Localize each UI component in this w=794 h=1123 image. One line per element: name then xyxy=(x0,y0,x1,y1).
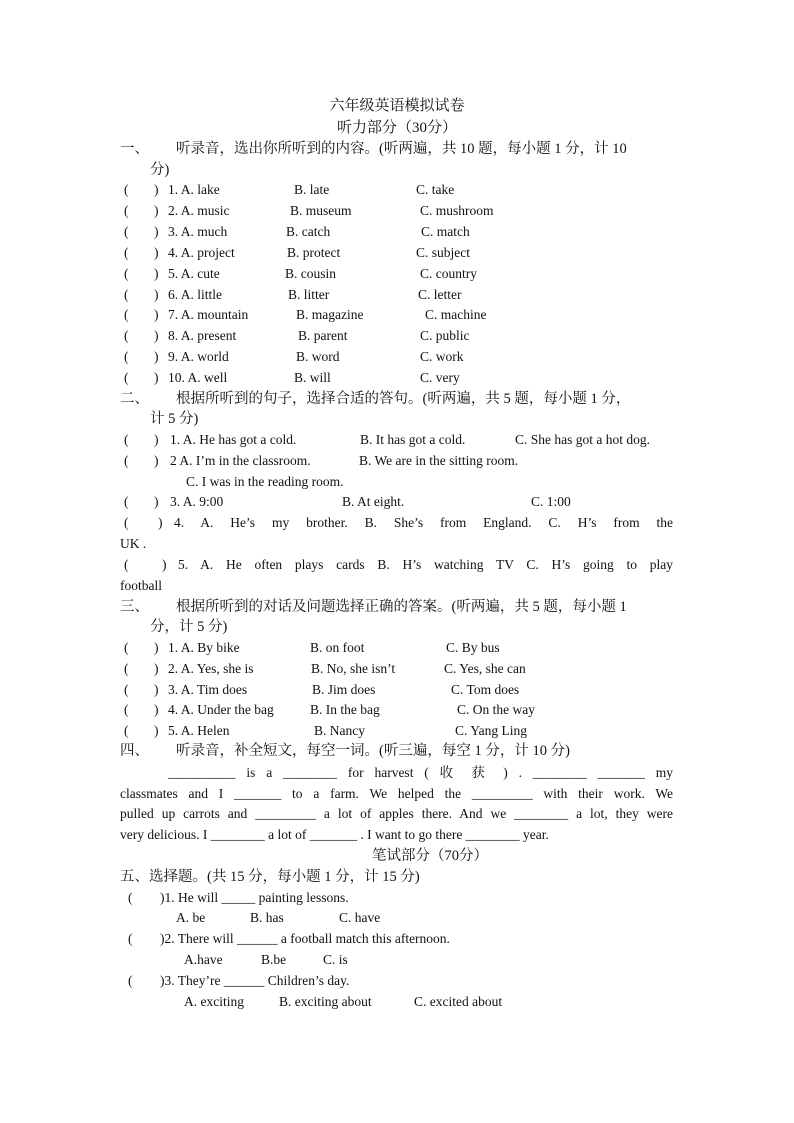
s2-q3-option-c: C. 1:00 xyxy=(531,494,571,509)
answer-paren-close: ) xyxy=(154,265,159,281)
answer-paren-close: ) xyxy=(154,370,159,386)
s2-q2-option-b: B. We are in the sitting room. xyxy=(359,453,519,468)
s1-q9-option-b: B. word xyxy=(296,349,340,365)
s1-q6-option-c: C. letter xyxy=(418,286,462,302)
section3-number: 三、 xyxy=(120,599,149,615)
s1-q10-option-a: 10. A. well xyxy=(168,370,228,386)
cloze-line-2: classmates and I _______ to a farm. We helped the _________ with their work. We xyxy=(120,786,673,801)
answer-paren-close: ) xyxy=(158,515,163,530)
s1-q8-option-c: C. public xyxy=(420,328,470,344)
answer-paren-close: ) xyxy=(154,494,159,509)
answer-paren-open: ( xyxy=(128,890,133,905)
answer-paren-close: ) xyxy=(154,681,159,697)
s3-q4-option-c: C. On the way xyxy=(457,702,535,718)
s5-q2-option-c: C. is xyxy=(323,952,348,967)
s1-q1-option-a: 1. A. lake xyxy=(168,182,220,197)
cloze-line-4: very delicious. I ________ a lot of _______ . I want to go there ________ year. xyxy=(120,827,549,842)
answer-paren-close: ) xyxy=(154,223,159,239)
s1-q10-option-c: C. very xyxy=(420,370,460,386)
s3-q5-option-b: B. Nancy xyxy=(314,723,365,739)
answer-paren-open: ( xyxy=(124,182,129,197)
answer-paren-open: ( xyxy=(124,265,129,281)
s1-q8-option-a: 8. A. present xyxy=(168,328,237,344)
s5-q1-stem: )1. He will _____ painting lessons. xyxy=(160,890,349,905)
s1-q5-option-b: B. cousin xyxy=(285,265,337,281)
s1-q2-option-a: 2. A. music xyxy=(168,202,230,218)
s2-q3-option-b: B. At eight. xyxy=(342,494,405,509)
s5-q3-stem: )3. They’re ______ Children’s day. xyxy=(160,973,350,988)
s1-q6-option-a: 6. A. little xyxy=(168,286,222,302)
s2-q5-options: 5. A. He often plays cards B. H’s watching TV C. H’s going to play xyxy=(178,557,673,572)
s1-q4-option-a: 4. A. project xyxy=(168,244,235,260)
s3-q5-option-a: 5. A. Helen xyxy=(168,723,230,739)
s3-q3-option-b: B. Jim does xyxy=(312,681,376,697)
s1-q9-option-c: C. work xyxy=(420,349,464,365)
s1-q2-option-b: B. museum xyxy=(290,202,352,218)
answer-paren-open: ( xyxy=(124,223,129,239)
section4-number: 四、 xyxy=(120,743,149,759)
section3-instruction-cont: 分，计 5 分) xyxy=(150,619,228,635)
answer-paren-open: ( xyxy=(124,432,129,447)
answer-paren-open: ( xyxy=(124,494,129,509)
section3-instruction: 根据所听到的对话及问题选择正确的答案。(听两遍，共 5 题，每小题 1 xyxy=(176,599,627,615)
s3-q1-option-b: B. on foot xyxy=(310,640,365,655)
section4-instruction: 听录音，补全短文，每空一词。(听三遍，每空 1 分，计 10 分) xyxy=(176,743,570,759)
answer-paren-open: ( xyxy=(124,660,129,676)
s1-q6-option-b: B. litter xyxy=(288,286,330,302)
s3-q4-option-b: B. In the bag xyxy=(310,702,380,718)
s1-q3-option-a: 3. A. much xyxy=(168,223,228,239)
s5-q2-option-a: A.have xyxy=(184,952,223,967)
s3-q3-option-a: 3. A. Tim does xyxy=(168,681,248,697)
section2-number: 二、 xyxy=(120,391,149,407)
answer-paren-open: ( xyxy=(124,681,129,697)
s1-q2-option-c: C. mushroom xyxy=(420,202,494,218)
section1-instruction: 听录音，选出你所听到的内容。(听两遍，共 10 题，每小题 1 分，计 10 xyxy=(176,141,627,157)
answer-paren-open: ( xyxy=(124,202,129,218)
answer-paren-close: ) xyxy=(154,660,159,676)
answer-paren-open: ( xyxy=(124,370,129,386)
answer-paren-close: ) xyxy=(154,640,159,655)
s5-q2-option-b: B.be xyxy=(261,952,287,967)
s1-q3-option-b: B. catch xyxy=(286,223,331,239)
s1-q5-option-c: C. country xyxy=(420,265,477,281)
s2-q2-option-a: 2 A. I’m in the classroom. xyxy=(170,453,311,468)
s1-q7-option-a: 7. A. mountain xyxy=(168,307,249,323)
s1-q7-option-c: C. machine xyxy=(425,307,487,323)
answer-paren-close: ) xyxy=(154,432,159,447)
answer-paren-open: ( xyxy=(124,349,129,365)
answer-paren-close: ) xyxy=(162,557,167,572)
s2-q3-option-a: 3. A. 9:00 xyxy=(170,494,224,509)
answer-paren-close: ) xyxy=(154,244,159,260)
s1-q4-option-c: C. subject xyxy=(416,244,470,260)
answer-paren-close: ) xyxy=(154,286,159,302)
answer-paren-open: ( xyxy=(124,307,129,323)
section1-instruction-cont: 分) xyxy=(150,162,170,178)
s1-q1-option-b: B. late xyxy=(294,182,330,197)
answer-paren-open: ( xyxy=(128,973,133,988)
s1-q1-option-c: C. take xyxy=(416,182,455,197)
answer-paren-open: ( xyxy=(128,931,133,946)
s5-q3-option-c: C. excited about xyxy=(414,994,503,1009)
s3-q4-option-a: 4. A. Under the bag xyxy=(168,702,274,718)
written-header: 笔试部分（70分） xyxy=(372,848,488,864)
s5-q2-stem: )2. There will ______ a football match this afternoon. xyxy=(160,931,450,946)
s3-q2-option-a: 2. A. Yes, she is xyxy=(168,660,254,676)
s3-q5-option-c: C. Yang Ling xyxy=(455,723,528,739)
s1-q5-option-a: 5. A. cute xyxy=(168,265,220,281)
listening-header: 听力部分（30分） xyxy=(336,120,457,136)
answer-paren-open: ( xyxy=(124,515,129,530)
answer-paren-open: ( xyxy=(124,723,129,739)
s1-q10-option-b: B. will xyxy=(294,370,331,386)
answer-paren-open: ( xyxy=(124,328,129,344)
answer-paren-close: ) xyxy=(154,328,159,344)
s3-q2-option-b: B. No, she isn’t xyxy=(311,660,396,676)
answer-paren-close: ) xyxy=(154,349,159,365)
s2-q4-options: 4. A. He’s my brother. B. She’s from England. C. H’s from the xyxy=(174,515,673,530)
s3-q1-option-c: C. By bus xyxy=(446,640,500,655)
exam-title: 六年级英语模拟试卷 xyxy=(329,98,465,114)
answer-paren-open: ( xyxy=(124,557,129,572)
section1-number: 一、 xyxy=(120,141,149,157)
s1-q7-option-b: B. magazine xyxy=(296,307,364,323)
s3-q1-option-a: 1. A. By bike xyxy=(168,640,240,655)
answer-paren-open: ( xyxy=(124,640,129,655)
answer-paren-close: ) xyxy=(154,307,159,323)
s5-q1-option-c: C. have xyxy=(339,910,381,925)
answer-paren-close: ) xyxy=(154,723,159,739)
answer-paren-open: ( xyxy=(124,702,129,718)
s2-q1-option-c: C. She has got a hot dog. xyxy=(515,432,650,447)
s1-q9-option-a: 9. A. world xyxy=(168,349,229,365)
s2-q5-options-cont: football xyxy=(120,578,162,593)
s3-q3-option-c: C. Tom does xyxy=(451,681,520,697)
s1-q8-option-b: B. parent xyxy=(298,328,348,344)
s2-q1-option-a: 1. A. He has got a cold. xyxy=(170,432,297,447)
answer-paren-close: ) xyxy=(154,702,159,718)
section2-instruction-cont: 计 5 分) xyxy=(150,411,199,427)
s2-q2-option-c: C. I was in the reading room. xyxy=(186,474,344,489)
s1-q4-option-b: B. protect xyxy=(287,244,341,260)
answer-paren-open: ( xyxy=(124,286,129,302)
s5-q3-option-b: B. exciting about xyxy=(279,994,372,1009)
answer-paren-open: ( xyxy=(124,453,129,468)
section2-instruction: 根据所听到的句子，选择合适的答句。(听两遍，共 5 题，每小题 1 分， xyxy=(176,391,631,407)
section5-instruction: 五、选择题。(共 15 分，每小题 1 分，计 15 分) xyxy=(120,869,420,885)
answer-paren-open: ( xyxy=(124,244,129,260)
s5-q3-option-a: A. exciting xyxy=(184,994,244,1009)
answer-paren-close: ) xyxy=(154,202,159,218)
s3-q2-option-c: C. Yes, she can xyxy=(444,660,526,676)
s2-q4-options-cont: UK . xyxy=(120,536,147,551)
s1-q3-option-c: C. match xyxy=(421,223,470,239)
answer-paren-close: ) xyxy=(154,453,159,468)
answer-paren-close: ) xyxy=(154,182,159,197)
s5-q1-option-b: B. has xyxy=(250,910,284,925)
s2-q1-option-b: B. It has got a cold. xyxy=(360,432,466,447)
s5-q1-option-a: A. be xyxy=(176,910,206,925)
cloze-line-3: pulled up carrots and _________ a lot of apples there. And we ________ a lot, they were xyxy=(120,806,673,821)
cloze-line-1: __________ is a ________ for harvest ( 收 获 ) . ________ _______ my xyxy=(168,765,673,780)
